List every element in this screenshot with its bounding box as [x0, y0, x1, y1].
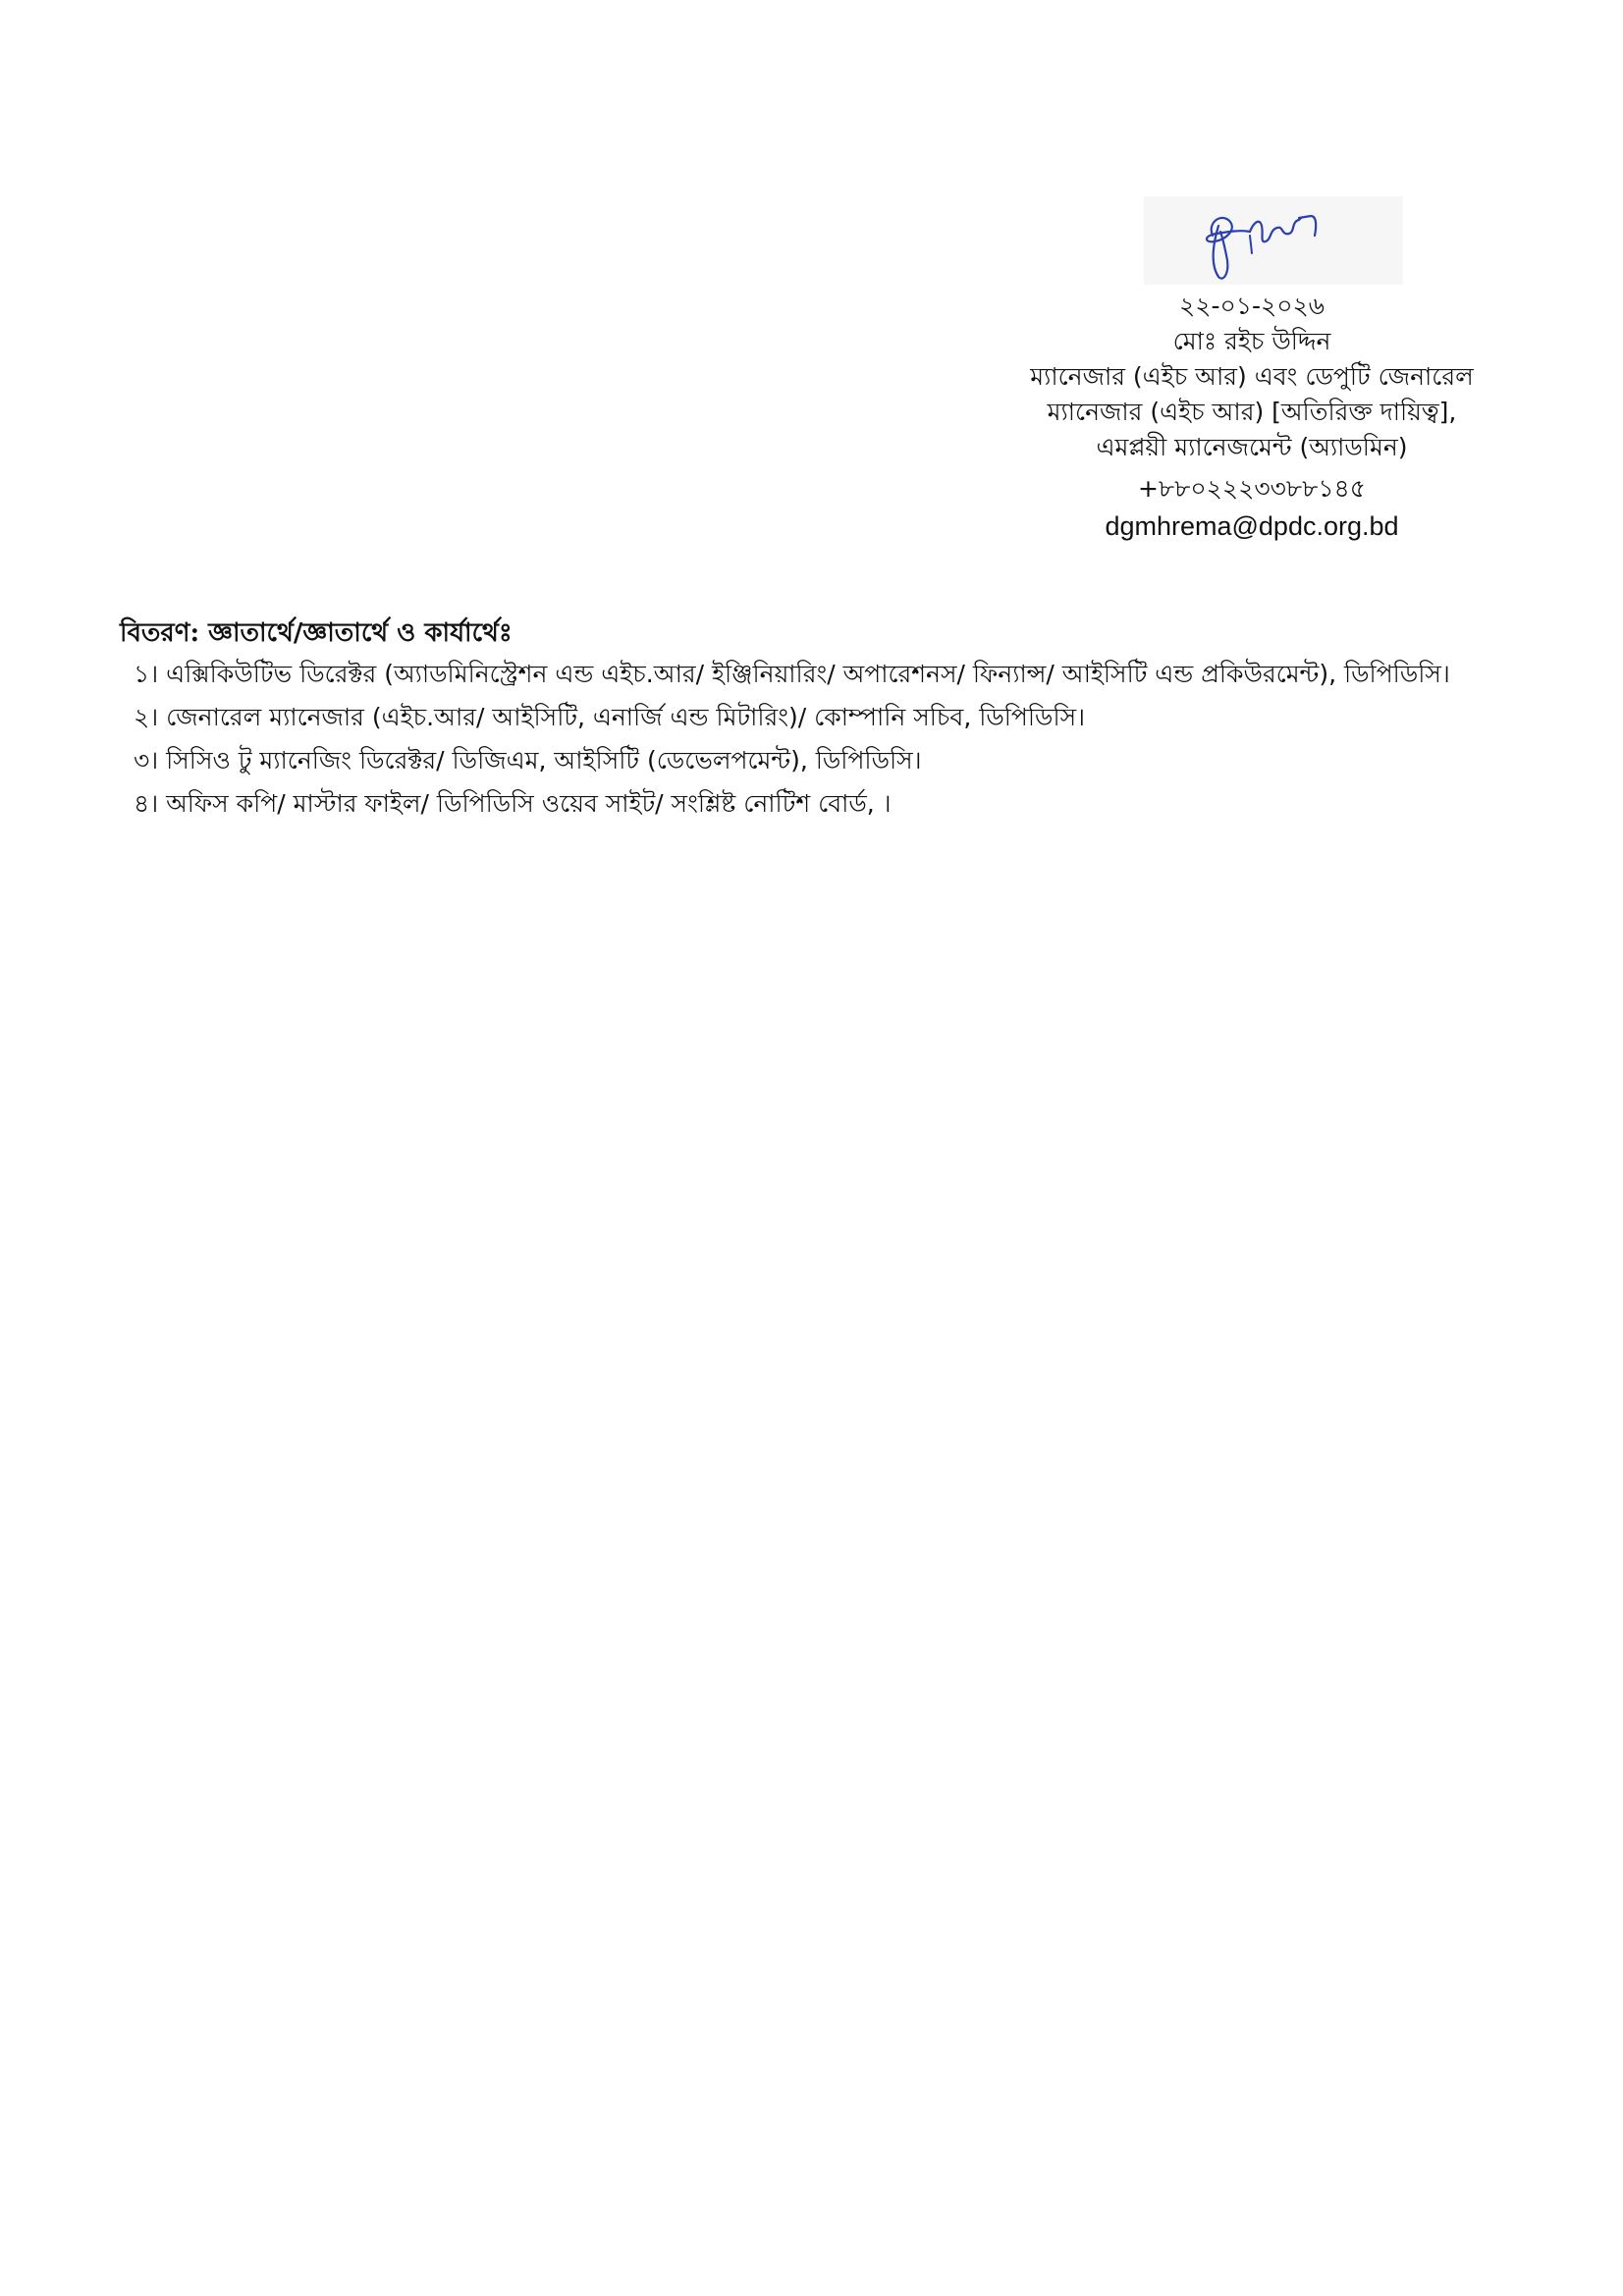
- signature-block: [943, 196, 1561, 544]
- distribution-item: ২। জেনারেল ম্যানেজার (এইচ.আর/ আইসিটি, এনার্জি এন্ড মিটারিং)/ কোম্পানি সচিব, ডিপিডিসি।: [134, 703, 1086, 731]
- signature-date: ২২-০১-২০২৬: [1178, 292, 1325, 320]
- signatory-designation-line-2: ম্যানেজার (এইচ আর) [অতিরিক্ত দায়িত্ব],: [1047, 398, 1457, 426]
- signatory-designation-line-3: এমপ্লয়ী ম্যানেজমেন্ট (অ্যাডমিন): [1096, 433, 1408, 461]
- signatory-phone: +৮৮০২২২৩৩৮৮১৪৫: [1137, 474, 1367, 503]
- signature-image: [1144, 196, 1403, 285]
- distribution-heading: বিতরণ: জ্ঞাতার্থে/জ্ঞাতার্থে ও কার্যার্থেঃ: [120, 618, 513, 648]
- distribution-item: ১। এক্সিকিউটিভ ডিরেক্টর (অ্যাডমিনিস্ট্রেশন এন্ড এইচ.আর/ ইঞ্জিনিয়ারিং/ অপারেশনস/ ফিন্যান্স/ আইসিটি এন্ড প্রকিউরমেন্ট), ডিপিডিসি।: [134, 660, 1450, 688]
- signatory-name: মোঃ রইচ উদ্দিন: [1172, 327, 1331, 355]
- distribution-section: [120, 614, 1514, 828]
- signatory-designation-line-1: ম্যানেজার (এইচ আর) এবং ডেপুটি জেনারেল: [1030, 362, 1474, 391]
- distribution-item: ৪। অফিস কপি/ মাস্টার ফাইল/ ডিপিডিসি ওয়েব সাইট/ সংশ্লিষ্ট নোটিশ বোর্ড, ।: [134, 789, 892, 818]
- distribution-list: [120, 656, 1514, 823]
- signatory-email: dgmhrema@dpdc.org.bd: [1105, 511, 1399, 541]
- distribution-item: ৩। সিসিও টু ম্যানেজিং ডিরেক্টর/ ডিজিএম, আইসিটি (ডেভেলপমেন্ট), ডিপিডিসি।: [134, 746, 922, 774]
